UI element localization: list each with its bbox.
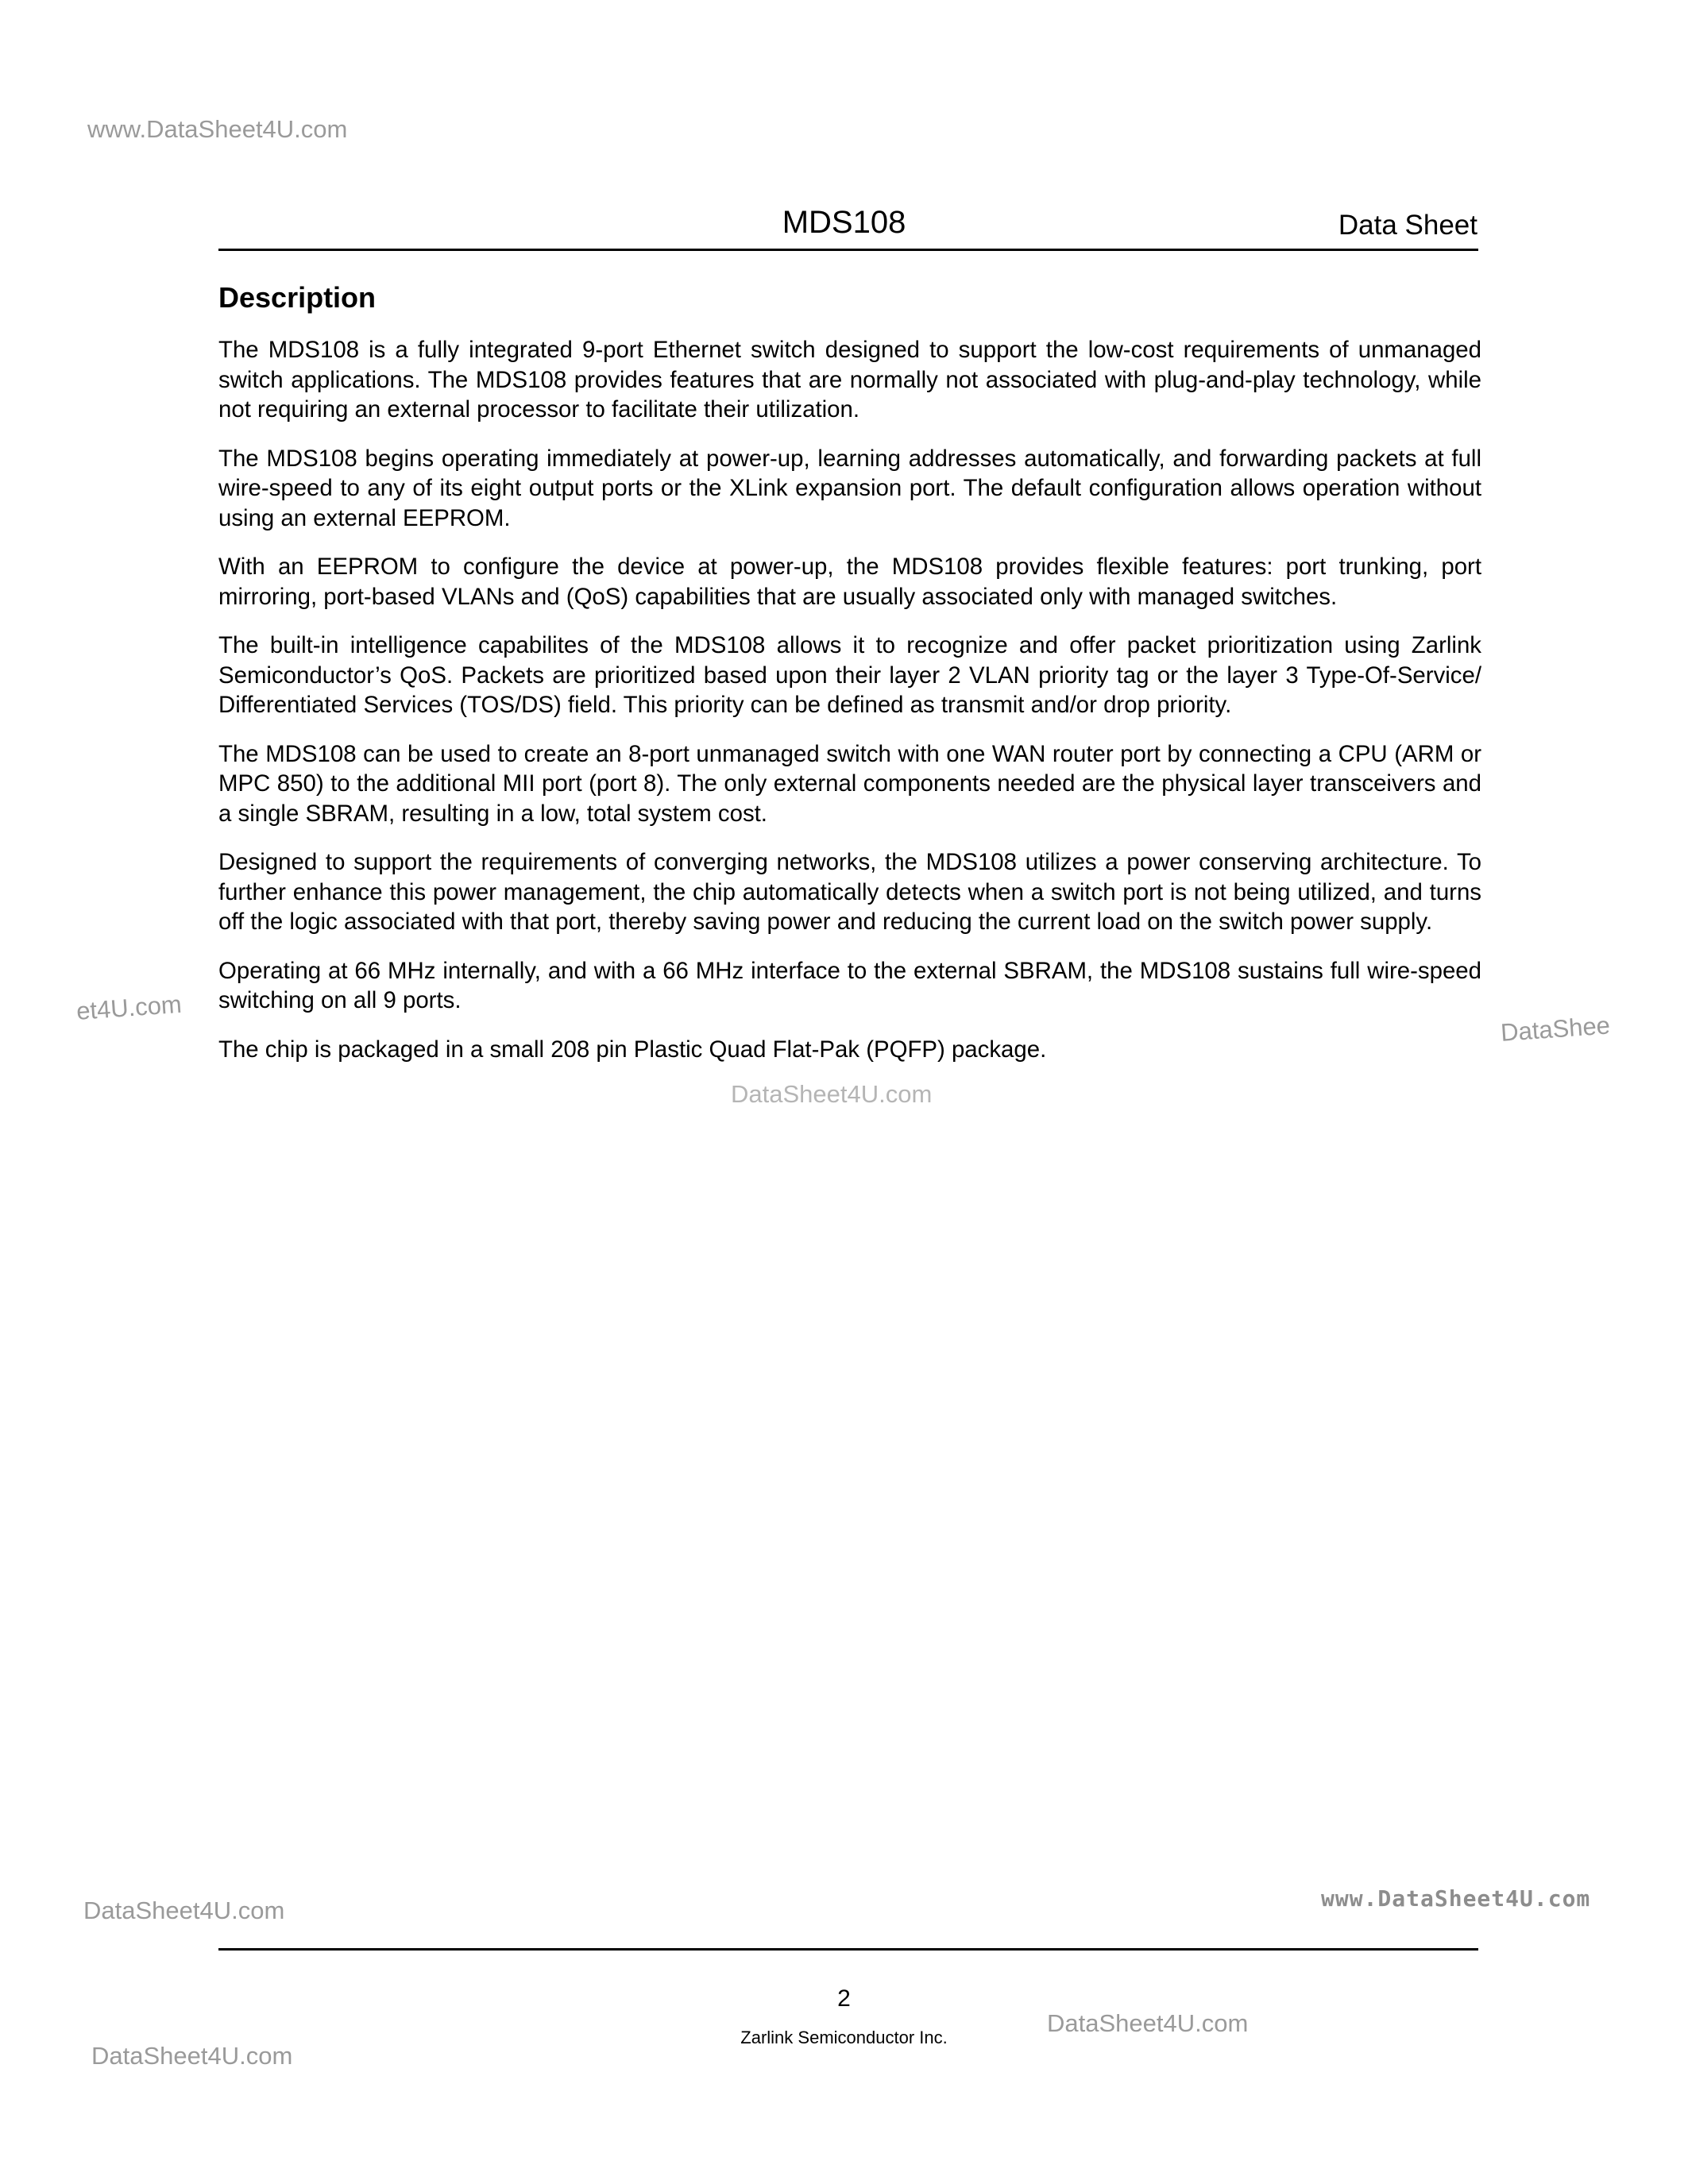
footer-company: Zarlink Semiconductor Inc. xyxy=(740,2028,948,2047)
paragraph: With an EEPROM to configure the device at power-up, the MDS108 provides flexible features: port trunking, port mirroring, port-based VLANs and (QoS) capabilities that are usually associated only with managed switches. xyxy=(218,554,1481,610)
header-divider xyxy=(218,249,1478,251)
paragraph: Designed to support the requirements of converging networks, the MDS108 utilizes a power conserving architecture. To further enhance this power management, the chip automatically detects when a switch port is not being utilized, and turns off the logic associated with that port, thereby saving power and reducing the current load on the switch power supply. xyxy=(218,849,1481,935)
paragraph: The MDS108 is a fully integrated 9-port Ethernet switch designed to support the low-cost requirements of unmanaged switch applications. The MDS108 provides features that are normally not associated with plug-and-play technology, while not requiring an external processor to facilitate their utilization. xyxy=(218,337,1481,423)
watermark-top-left: www.DataSheet4U.com xyxy=(87,115,348,143)
watermark-bottom-left-1: DataSheet4U.com xyxy=(83,1897,285,1924)
section-heading: Description xyxy=(218,281,377,314)
page-number: 2 xyxy=(837,1985,851,2012)
paragraph: Operating at 66 MHz internally, and with a 66 MHz interface to the external SBRAM, the MDS108 sustains full wire-speed switching on all 9 ports. xyxy=(218,957,1481,1013)
paragraph: The MDS108 can be used to create an 8-port unmanaged switch with one WAN router port by connecting a CPU (ARM or MPC 850) to the additional MII port (port 8). The only external components needed are the physical layer transceivers and a single SBRAM, resulting in a low, total system cost. xyxy=(218,740,1481,827)
document-type-label: Data Sheet xyxy=(1338,210,1477,241)
watermark-bottom-left-2: DataSheet4U.com xyxy=(91,2042,293,2070)
paragraph: The built-in intelligence capabilites of the MDS108 allows it to recognize and offer packet prioritization using Zarlink Semiconductor’s QoS. Packets are prioritized based upon their layer 2 VLAN priority tag or the layer 3 Type-Of-Service/ Differentiated Services (TOS/DS) field. This priority can be defined as transmit and/or drop priority. xyxy=(218,632,1481,718)
watermark-mid-right: DataShee xyxy=(1500,1011,1611,1047)
document-title: MDS108 xyxy=(782,205,906,240)
watermark-mid-center: DataSheet4U.com xyxy=(731,1080,933,1108)
description-body xyxy=(218,335,1481,1083)
watermark-bottom-center-right: DataSheet4U.com xyxy=(1047,2009,1249,2037)
footer-divider xyxy=(218,1948,1478,1951)
watermark-bottom-right: www.DataSheet4U.com xyxy=(1321,1885,1591,1912)
paragraph: The chip is packaged in a small 208 pin Plastic Quad Flat-Pak (PQFP) package. xyxy=(218,1036,1047,1063)
paragraph: The MDS108 begins operating immediately at power-up, learning addresses automatically, and forwarding packets at full wire-speed to any of its eight output ports or the XLink expansion port. The default configuration allows operation without using an external EEPROM. xyxy=(218,445,1481,531)
watermark-mid-left: et4U.com xyxy=(75,990,183,1025)
